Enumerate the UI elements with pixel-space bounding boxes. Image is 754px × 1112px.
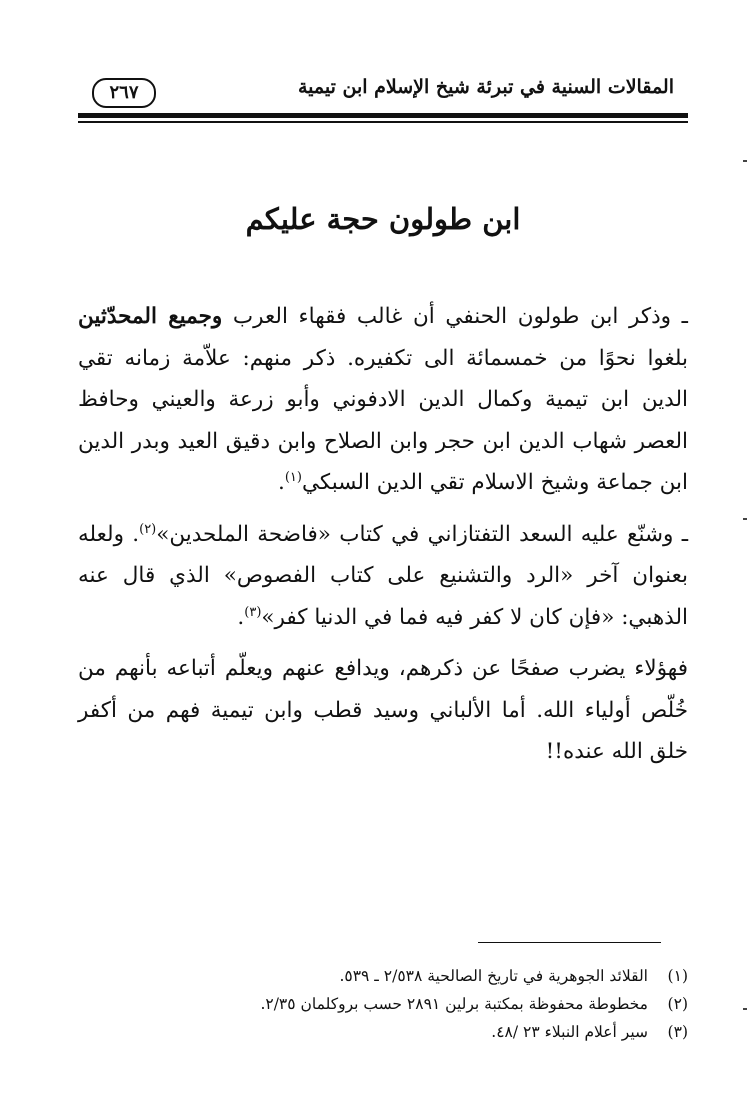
page-number-badge: ٢٦٧: [92, 78, 156, 108]
footnote-number: (٢): [667, 995, 688, 1013]
footnote-ref-3: (٣): [244, 604, 262, 620]
paragraph-1: [78, 296, 688, 504]
paragraph-1-text-a: ـ وذكر ابن طولون الحنفي أن غالب فقهاء العرب: [232, 304, 688, 329]
paragraph-2-text-a: ـ وشنّع عليه السعد التفتازاني في كتاب «فاضحة الملحدين»: [156, 521, 689, 547]
paragraph-2-end: .: [237, 604, 245, 630]
footnote-item: [78, 990, 688, 1018]
header-rule-thick: [78, 113, 688, 118]
paragraph-1-bold-phrase: وجميع المحدّثين: [78, 304, 223, 329]
running-header-title: المقالات السنية في تبرئة شيخ الإسلام ابن تيمية: [297, 76, 674, 98]
footnote-text: سير أعلام النبلاء ٢٣ /٤٨.: [491, 1023, 648, 1041]
header-rule-thin: [78, 121, 688, 123]
paragraph-1-end: .: [277, 470, 285, 495]
paragraph-2: [78, 514, 688, 639]
paragraph-2-text-b: . ولعله بعنوان آخر «الرد والتشنيع على كتاب الفصوص» الذي قال عنه الذهبي: «فإن كان لا كفر فيه فما في الدنيا كفر»: [78, 521, 688, 630]
footnote-text: القلائد الجوهرية في تاريخ الصالحية ٢/٥٣٨ ـ ٥٣٩.: [339, 967, 648, 985]
footnote-separator: [478, 942, 661, 943]
scan-mark: [743, 160, 747, 162]
footnote-number: (١): [667, 967, 688, 985]
footnote-ref-1: (١): [284, 469, 302, 485]
scan-mark: [743, 518, 747, 520]
paragraph-1-text-b: بلغوا نحوًا من خمسمائة الى تكفيره. ذكر منهم: علاّمة زمانه تقي الدين ابن تيمية وكمال الدين الادفوني وأبو زرعة والعيني وحافظ العصر شهاب الدين ابن حجر وابن الصلاح وابن دقيق العيد وبدر الدين ابن جماعة وشيخ الاسلام تقي الدين السبكي: [78, 345, 688, 495]
section-title: ابن طولون حجة عليكم: [245, 202, 521, 236]
footnote-number: (٣): [667, 1023, 688, 1041]
footnote-ref-2: (٢): [139, 521, 157, 537]
body-text: [78, 296, 688, 773]
footnote-item: [78, 962, 688, 990]
paragraph-3: فهؤلاء يضرب صفحًا عن ذكرهم، ويدافع عنهم ويعلّم أتباعه بأنهم من خُلّص أولياء الله. أما الألباني وسيد قطب وابن تيمية فهم من أكفر خلق الله عنده!!: [78, 656, 688, 764]
footnote-text: مخطوطة محفوظة بمكتبة برلين ٢٨٩١ حسب بروكلمان ٢/٣٥.: [260, 995, 648, 1013]
footnote-item: [78, 1018, 688, 1046]
scan-mark: [743, 1008, 747, 1010]
footnotes: [78, 962, 688, 1046]
